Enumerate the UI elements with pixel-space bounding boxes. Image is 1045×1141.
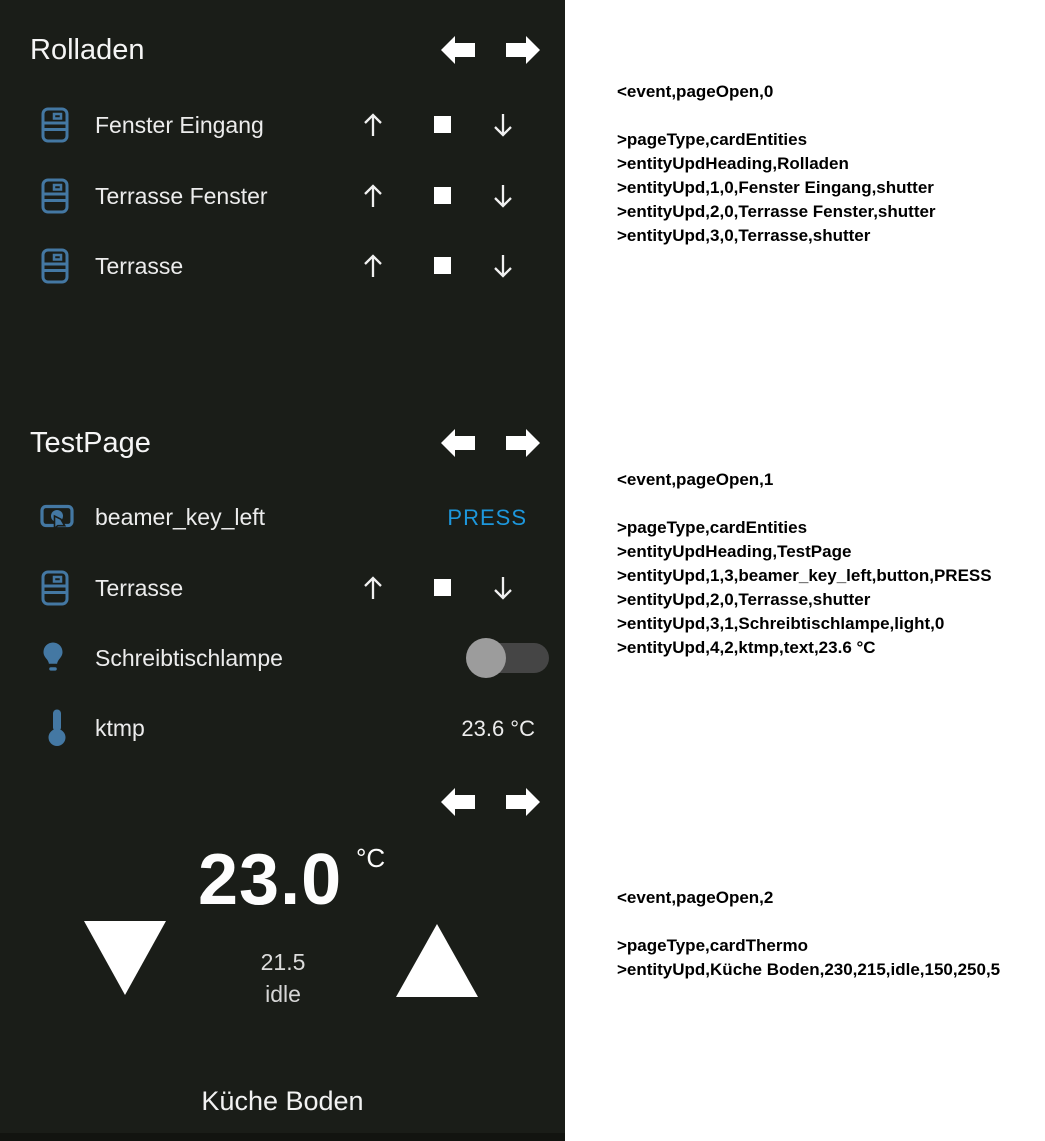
arrow-right-bold-icon xyxy=(503,31,543,69)
shutter-down-button[interactable] xyxy=(491,574,515,602)
shutter-up-button[interactable] xyxy=(361,252,385,280)
target-temperature: 21.5 xyxy=(260,949,306,975)
light-toggle[interactable] xyxy=(469,643,549,673)
protocol-line xyxy=(617,492,1041,516)
entity-row xyxy=(0,495,565,539)
entity-label: ktmp xyxy=(95,715,145,741)
temperature-unit: °C xyxy=(356,843,386,873)
entity-label: Schreibtischlampe xyxy=(95,645,283,671)
entity-row xyxy=(0,174,565,218)
entity-label: Terrasse xyxy=(95,253,184,279)
protocol-line: >entityUpd,3,1,Schreibtischlampe,light,0 xyxy=(617,614,945,633)
nav-prev-button[interactable] xyxy=(438,424,478,462)
shutter-up-button[interactable] xyxy=(361,182,385,210)
shutter-stop-button[interactable] xyxy=(434,257,451,274)
card-testpage-title: TestPage xyxy=(30,427,151,459)
protocol-line: >entityUpd,3,0,Terrasse,shutter xyxy=(617,226,871,245)
entity-row xyxy=(0,706,565,750)
nav-next-button[interactable] xyxy=(503,424,543,462)
shutter-down-button[interactable] xyxy=(491,252,515,280)
shutter-icon xyxy=(40,106,74,146)
entity-label: Fenster Eingang xyxy=(95,112,264,138)
protocol-line: >entityUpd,2,0,Terrasse,shutter xyxy=(617,590,871,609)
entity-row xyxy=(0,244,565,288)
shutter-stop-button[interactable] xyxy=(434,187,451,204)
nav-next-button[interactable] xyxy=(503,31,543,69)
entity-label: Terrasse xyxy=(95,575,184,601)
entity-label: beamer_key_left xyxy=(95,504,266,530)
thermostat-name: Küche Boden xyxy=(201,1086,364,1116)
shutter-down-button[interactable] xyxy=(491,182,515,210)
card-rolladen-title: Rolladen xyxy=(30,34,145,66)
arrow-left-bold-icon xyxy=(438,31,478,69)
entity-label: Terrasse Fenster xyxy=(95,183,268,209)
shutter-stop-button[interactable] xyxy=(434,116,451,133)
shutter-icon xyxy=(40,247,74,287)
arrow-right-bold-icon xyxy=(503,783,543,821)
protocol-line: >pageType,cardEntities xyxy=(617,130,808,149)
press-button[interactable]: PRESS xyxy=(447,505,527,530)
hvac-state: idle xyxy=(265,981,301,1007)
temp-increase-button[interactable] xyxy=(396,924,478,997)
arrow-left-bold-icon xyxy=(438,783,478,821)
protocol-line xyxy=(617,104,1041,128)
protocol-line: >entityUpdHeading,Rolladen xyxy=(617,154,849,173)
toggle-knob xyxy=(466,638,506,678)
entity-row xyxy=(0,636,565,680)
nav-prev-button[interactable] xyxy=(438,783,478,821)
protocol-line: <event,pageOpen,1 xyxy=(617,470,774,489)
lightbulb-icon xyxy=(40,641,74,681)
protocol-block-page0 xyxy=(617,80,1041,248)
shutter-stop-button[interactable] xyxy=(434,579,451,596)
protocol-line: >pageType,cardThermo xyxy=(617,936,808,955)
shutter-up-button[interactable] xyxy=(361,111,385,139)
nav-prev-button[interactable] xyxy=(438,31,478,69)
shutter-down-button[interactable] xyxy=(491,111,515,139)
shutter-up-button[interactable] xyxy=(361,574,385,602)
protocol-line: >entityUpd,Küche Boden,230,215,idle,150,250,5 xyxy=(617,960,1001,979)
entity-row xyxy=(0,103,565,147)
protocol-line: >entityUpd,4,2,ktmp,text,23.6 °C xyxy=(617,638,876,657)
protocol-line xyxy=(617,910,1041,934)
protocol-line: <event,pageOpen,2 xyxy=(617,888,774,907)
shutter-icon xyxy=(40,569,74,609)
thermometer-icon xyxy=(46,708,80,748)
protocol-line: >entityUpd,1,3,beamer_key_left,button,PRESS xyxy=(617,566,992,585)
panel-bottom-strip xyxy=(0,1133,565,1141)
arrow-right-bold-icon xyxy=(503,424,543,462)
temp-decrease-button[interactable] xyxy=(84,921,166,995)
arrow-left-bold-icon xyxy=(438,424,478,462)
entity-value: 23.6 °C xyxy=(461,716,535,741)
protocol-block-page2 xyxy=(617,886,1041,982)
protocol-line: >entityUpd,1,0,Fenster Eingang,shutter xyxy=(617,178,934,197)
current-temperature: 23.0 xyxy=(198,840,343,920)
entity-row xyxy=(0,566,565,610)
tap-button-icon xyxy=(40,503,74,543)
protocol-line: >pageType,cardEntities xyxy=(617,518,808,537)
shutter-icon xyxy=(40,177,74,217)
protocol-block-page1 xyxy=(617,468,1041,660)
nav-next-button[interactable] xyxy=(503,783,543,821)
protocol-line: >entityUpd,2,0,Terrasse Fenster,shutter xyxy=(617,202,936,221)
protocol-line: <event,pageOpen,0 xyxy=(617,82,774,101)
protocol-line: >entityUpdHeading,TestPage xyxy=(617,542,852,561)
